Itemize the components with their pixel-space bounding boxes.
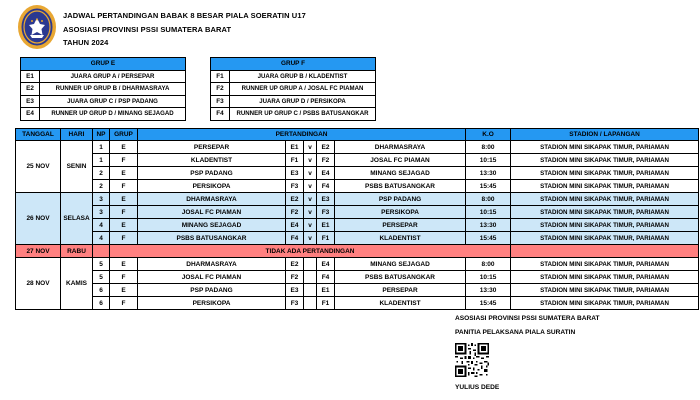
slot-label: RUNNER UP GRUP A / JOSAL FC PIAMAN: [230, 83, 376, 96]
col-grup: GRUP: [110, 129, 138, 141]
match-group-cell: E: [110, 193, 138, 206]
away-code-cell: E3: [317, 193, 335, 206]
slot-code: F3: [211, 95, 230, 108]
day-cell: RABU: [61, 245, 93, 258]
venue-cell: [511, 245, 699, 258]
away-team-cell: MINANG SEJAGAD: [335, 258, 466, 271]
match-group-cell: F: [110, 297, 138, 310]
col-hari: HARI: [61, 129, 93, 141]
home-code-cell: E2: [286, 193, 304, 206]
home-team-cell: PERSEPAR: [138, 141, 286, 154]
away-code-cell: F4: [317, 180, 335, 193]
kickoff-time-cell: 15:45: [466, 297, 511, 310]
versus-cell: [304, 284, 317, 297]
venue-cell: STADION MINI SIKAPAK TIMUR, PARIAMAN: [511, 154, 699, 167]
qr-code-icon: [455, 343, 489, 377]
away-code-cell: E4: [317, 258, 335, 271]
footer-org-line-2: PANITIA PELAKSANA PIALA SURATIN: [455, 329, 576, 336]
slot-label: JUARA GRUP C / PSP PADANG: [40, 95, 186, 108]
match-row: [16, 284, 699, 297]
match-number-cell: 1: [93, 141, 110, 154]
kickoff-time-cell: 10:15: [466, 154, 511, 167]
home-team-cell: JOSAL FC PIAMAN: [138, 271, 286, 284]
match-group-cell: F: [110, 180, 138, 193]
group-f-header: GRUP F: [211, 58, 376, 71]
away-team-cell: KLADENTIST: [335, 297, 466, 310]
slot-code: F4: [211, 108, 230, 121]
away-team-cell: PERSEPAR: [335, 284, 466, 297]
title-line-2: ASOSIASI PROVINSI PSSI SUMATERA BARAT: [63, 24, 232, 34]
home-code-cell: F1: [286, 154, 304, 167]
kickoff-time-cell: 15:45: [466, 232, 511, 245]
group-slot-row: [211, 95, 376, 108]
versus-cell: v: [304, 219, 317, 232]
versus-cell: v: [304, 141, 317, 154]
slot-code: E1: [21, 70, 40, 83]
schedule-body: [16, 141, 699, 310]
venue-cell: STADION MINI SIKAPAK TIMUR, PARIAMAN: [511, 167, 699, 180]
versus-cell: v: [304, 167, 317, 180]
date-cell: 27 NOV: [16, 245, 61, 258]
home-team-cell: PSP PADANG: [138, 167, 286, 180]
home-code-cell: F3: [286, 180, 304, 193]
away-code-cell: F3: [317, 206, 335, 219]
away-code-cell: E4: [317, 167, 335, 180]
group-slot-row: [21, 70, 186, 83]
venue-cell: STADION MINI SIKAPAK TIMUR, PARIAMAN: [511, 206, 699, 219]
home-code-cell: E1: [286, 141, 304, 154]
day-cell: SELASA: [61, 193, 93, 245]
match-row: [16, 271, 699, 284]
group-slot-row: [21, 83, 186, 96]
match-row: [16, 167, 699, 180]
venue-cell: STADION MINI SIKAPAK TIMUR, PARIAMAN: [511, 271, 699, 284]
match-number-cell: 5: [93, 271, 110, 284]
away-team-cell: JOSAL FC PIAMAN: [335, 154, 466, 167]
home-code-cell: E3: [286, 284, 304, 297]
away-team-cell: DHARMASRAYA: [335, 141, 466, 154]
match-number-cell: 5: [93, 258, 110, 271]
match-number-cell: 3: [93, 193, 110, 206]
kickoff-time-cell: 8:00: [466, 141, 511, 154]
away-team-cell: PSP PADANG: [335, 193, 466, 206]
home-team-cell: JOSAL FC PIAMAN: [138, 206, 286, 219]
away-team-cell: KLADENTIST: [335, 232, 466, 245]
match-group-cell: F: [110, 154, 138, 167]
slot-label: JUARA GRUP A / PERSEPAR: [40, 70, 186, 83]
group-e-header: GRUP E: [21, 58, 186, 71]
home-code-cell: F3: [286, 297, 304, 310]
home-code-cell: E3: [286, 167, 304, 180]
col-np: NP: [93, 129, 110, 141]
home-code-cell: F4: [286, 232, 304, 245]
versus-cell: v: [304, 193, 317, 206]
match-group-cell: E: [110, 141, 138, 154]
match-row: [16, 154, 699, 167]
match-number-cell: 2: [93, 167, 110, 180]
date-cell: 25 NOV: [16, 141, 61, 193]
venue-cell: STADION MINI SIKAPAK TIMUR, PARIAMAN: [511, 193, 699, 206]
kickoff-time-cell: 13:30: [466, 284, 511, 297]
col-stadion: STADION / LAPANGAN: [511, 129, 699, 141]
document-title: [63, 9, 306, 50]
day-cell: KAMIS: [61, 258, 93, 310]
home-code-cell: E2: [286, 258, 304, 271]
group-e-table: [20, 57, 186, 121]
match-group-cell: E: [110, 284, 138, 297]
kickoff-time-cell: 13:30: [466, 219, 511, 232]
away-team-cell: PERSEPAR: [335, 219, 466, 232]
versus-cell: v: [304, 232, 317, 245]
match-number-cell: 4: [93, 219, 110, 232]
away-code-cell: F1: [317, 297, 335, 310]
col-tanggal: TANGGAL: [16, 129, 61, 141]
match-row: [16, 219, 699, 232]
slot-code: F1: [211, 70, 230, 83]
match-group-cell: E: [110, 167, 138, 180]
match-row: [16, 141, 699, 154]
match-number-cell: 4: [93, 232, 110, 245]
away-code-cell: E1: [317, 284, 335, 297]
signer-name: YULIUS DEDE: [455, 384, 500, 391]
match-row: [16, 258, 699, 271]
match-number-cell: 3: [93, 206, 110, 219]
match-row: [16, 206, 699, 219]
slot-code: E4: [21, 108, 40, 121]
kickoff-time-cell: 10:15: [466, 206, 511, 219]
versus-cell: v: [304, 154, 317, 167]
versus-cell: [304, 271, 317, 284]
away-team-cell: PERSIKOPA: [335, 206, 466, 219]
away-team-cell: PSBS BATUSANGKAR: [335, 180, 466, 193]
match-group-cell: E: [110, 258, 138, 271]
match-number-cell: 6: [93, 284, 110, 297]
venue-cell: STADION MINI SIKAPAK TIMUR, PARIAMAN: [511, 284, 699, 297]
footer-org-line-1: ASOSIASI PROVINSI PSSI SUMATERA BARAT: [455, 315, 600, 322]
match-group-cell: F: [110, 232, 138, 245]
title-line-1: JADWAL PERTANDINGAN BABAK 8 BESAR PIALA SOERATIN U17: [63, 11, 306, 20]
venue-cell: STADION MINI SIKAPAK TIMUR, PARIAMAN: [511, 297, 699, 310]
venue-cell: STADION MINI SIKAPAK TIMUR, PARIAMAN: [511, 219, 699, 232]
away-team-cell: MINANG SEJAGAD: [335, 167, 466, 180]
match-row: [16, 193, 699, 206]
away-code-cell: E1: [317, 219, 335, 232]
home-team-cell: DHARMASRAYA: [138, 193, 286, 206]
col-pertandingan: PERTANDINGAN: [138, 129, 466, 141]
kickoff-time-cell: 15:45: [466, 180, 511, 193]
home-code-cell: F2: [286, 271, 304, 284]
slot-code: E3: [21, 95, 40, 108]
home-team-cell: DHARMASRAYA: [138, 258, 286, 271]
match-number-cell: 1: [93, 154, 110, 167]
title-line-3: TAHUN 2024: [63, 38, 109, 47]
versus-cell: [304, 258, 317, 271]
match-row: [16, 232, 699, 245]
kickoff-time-cell: 8:00: [466, 193, 511, 206]
slot-code: F2: [211, 83, 230, 96]
group-slot-row: [211, 70, 376, 83]
venue-cell: STADION MINI SIKAPAK TIMUR, PARIAMAN: [511, 232, 699, 245]
kickoff-time-cell: 13:30: [466, 167, 511, 180]
match-group-cell: F: [110, 271, 138, 284]
date-cell: 26 NOV: [16, 193, 61, 245]
kickoff-time-cell: 10:15: [466, 271, 511, 284]
venue-cell: STADION MINI SIKAPAK TIMUR, PARIAMAN: [511, 141, 699, 154]
match-number-cell: 2: [93, 180, 110, 193]
home-team-cell: MINANG SEJAGAD: [138, 219, 286, 232]
signature-block: [455, 312, 600, 395]
slot-label: RUNNER UP GRUP C / PSBS BATUSANGKAR: [230, 108, 376, 121]
col-ko: K.O: [466, 129, 511, 141]
versus-cell: v: [304, 180, 317, 193]
home-team-cell: PERSIKOPA: [138, 297, 286, 310]
away-code-cell: F1: [317, 232, 335, 245]
away-code-cell: E2: [317, 141, 335, 154]
home-team-cell: PERSIKOPA: [138, 180, 286, 193]
venue-cell: STADION MINI SIKAPAK TIMUR, PARIAMAN: [511, 180, 699, 193]
match-schedule-table: [15, 128, 699, 310]
slot-label: RUNNER UP GRUP B / DHARMASRAYA: [40, 83, 186, 96]
schedule-header-row: [16, 129, 699, 141]
match-number-cell: 6: [93, 297, 110, 310]
no-match-cell: TIDAK ADA PERTANDINGAN: [110, 245, 511, 258]
match-group-cell: F: [110, 206, 138, 219]
versus-cell: v: [304, 206, 317, 219]
kickoff-time-cell: 8:00: [466, 258, 511, 271]
group-slot-row: [21, 108, 186, 121]
day-cell: SENIN: [61, 141, 93, 193]
match-number-cell: [93, 245, 110, 258]
date-cell: 28 NOV: [16, 258, 61, 310]
group-slot-row: [21, 95, 186, 108]
match-row: [16, 297, 699, 310]
home-code-cell: F2: [286, 206, 304, 219]
slot-label: RUNNER UP GRUP D / MINANG SEJAGAD: [40, 108, 186, 121]
away-code-cell: F4: [317, 271, 335, 284]
no-match-row: [16, 245, 699, 258]
home-team-cell: PSP PADANG: [138, 284, 286, 297]
group-slot-row: [211, 83, 376, 96]
match-row: [16, 180, 699, 193]
slot-code: E2: [21, 83, 40, 96]
pssi-logo-icon: [17, 4, 57, 50]
home-team-cell: KLADENTIST: [138, 154, 286, 167]
slot-label: JUARA GRUP B / KLADENTIST: [230, 70, 376, 83]
slot-label: JUARA GRUP D / PERSIKOPA: [230, 95, 376, 108]
home-code-cell: E4: [286, 219, 304, 232]
away-team-cell: PSBS BATUSANGKAR: [335, 271, 466, 284]
venue-cell: STADION MINI SIKAPAK TIMUR, PARIAMAN: [511, 258, 699, 271]
home-team-cell: PSBS BATUSANGKAR: [138, 232, 286, 245]
group-slot-row: [211, 108, 376, 121]
match-group-cell: E: [110, 219, 138, 232]
versus-cell: [304, 297, 317, 310]
group-f-table: [210, 57, 376, 121]
away-code-cell: F2: [317, 154, 335, 167]
